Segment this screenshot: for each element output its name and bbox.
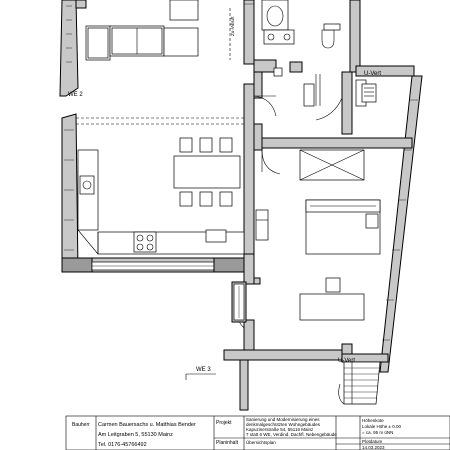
zuluft-label: Zu-/Abluft xyxy=(230,16,235,36)
hoehe-line-1: Lokale Höhe ± 0.00 xyxy=(362,424,401,429)
projekt-line-2: denkmalgeschützten Wohngebäudes xyxy=(246,422,320,427)
bauherr-name: Carmen Bauersachs u. Matthias Bender xyxy=(98,422,196,428)
living-room xyxy=(76,0,244,124)
u-vert-top-label: U-Vert xyxy=(364,71,382,77)
projekt-line-1: Sanierung und Modernisierung eines xyxy=(246,417,320,422)
planinhalt-label: Planinhalt xyxy=(216,440,238,446)
wall-stub xyxy=(76,0,86,8)
hoehe-line-2: = ca. 95 m üNN xyxy=(362,430,394,435)
plotdatum-value: 14.03.2023 xyxy=(362,445,385,450)
projekt-line-4: 7 statt 6 WE, Verdind. Dachfl. Nebengebäude xyxy=(246,432,337,437)
staircase xyxy=(339,362,380,404)
bauherr-phone: Tel. 0176-45766492 xyxy=(98,442,147,448)
west-wall-lower xyxy=(62,114,78,272)
we3-label: WE 3 xyxy=(196,367,211,373)
bathroom xyxy=(254,0,360,76)
plotdatum-label: Plotdatum xyxy=(362,439,383,444)
bauherr-address: Am Leitgraben 5, 55130 Mainz xyxy=(98,432,173,438)
u-vert-top xyxy=(356,66,414,106)
bauherr-label: Bauherr xyxy=(72,422,90,428)
east-wall xyxy=(380,76,422,372)
projekt-label: Projekt xyxy=(216,420,232,426)
u-vert-bottom-block xyxy=(342,344,352,354)
u-vert-bottom-label: U-Vert xyxy=(338,358,356,364)
hoehe-label: Höhenkote xyxy=(362,418,384,423)
west-wall-upper xyxy=(60,0,78,96)
south-wall-we2 xyxy=(62,258,254,272)
partition-wall-upper xyxy=(244,0,254,254)
dining-table xyxy=(174,138,240,206)
bedroom xyxy=(300,150,380,320)
projekt-line-3: Kapuzinerstraße 54, 55116 Mainz xyxy=(246,427,314,432)
we2-label: WE 2 xyxy=(68,92,83,98)
planinhalt-value: Übersichtsplan xyxy=(246,440,276,445)
